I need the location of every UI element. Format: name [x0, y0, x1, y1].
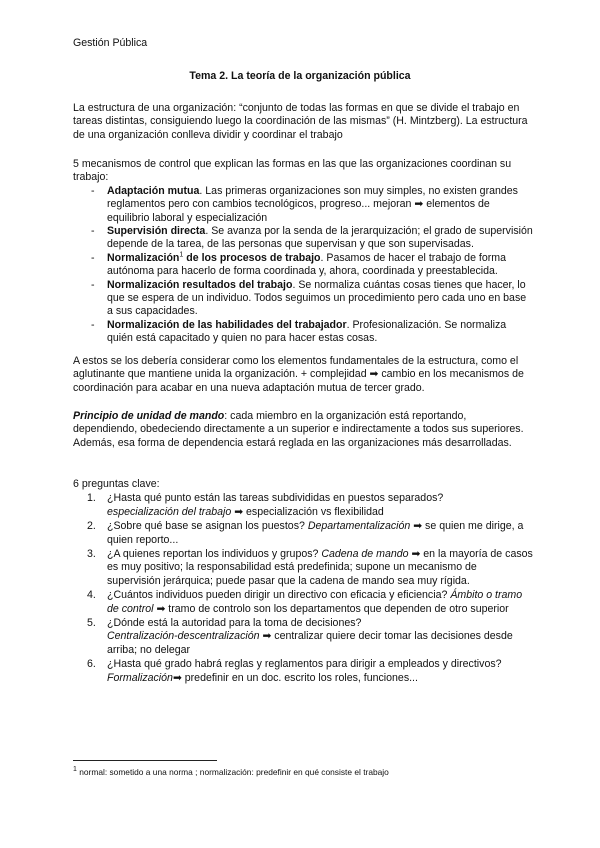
footnote-divider: [73, 760, 217, 761]
intro-paragraph: La estructura de una organización: “conjunto de todas las formas en que se divide el trabajo en tareas distintas, consiguiendo luego la coordinación de las mismas” (H. Mintzberg). La estructura de una organización conlleva dividir y coordinar el trabajo: [73, 102, 528, 141]
mechanism-text: . Se avanza por la senda de la jerarquización; el grado de supervisión depende de la tarea, de las personas que supervisan y que son supervisadas.: [107, 225, 533, 251]
mechanism-text: . Pasamos de hacer el trabajo de forma autónoma para hacerlo de forma coordinada y, ahora, coordinada y preestablecida.: [107, 251, 506, 278]
question-number: 3.: [87, 548, 96, 561]
list-item: [73, 658, 533, 685]
footnote: [73, 767, 389, 778]
mechanism-term: Normalización: [107, 251, 180, 264]
list-item: [73, 319, 533, 346]
principle-text: : cada miembro en la organización está reportando, dependiendo, obedeciendo directamente a un superior e indirectamente a todos sus superiores. Además, esa forma de dependencia estará reglada en las organizaciones más desarrolladas.: [73, 410, 524, 449]
question-number: 2.: [87, 520, 96, 533]
list-item: [73, 548, 533, 588]
questions-lead: 6 preguntas clave:: [73, 478, 160, 490]
question-text: ¿Hasta qué grado habrá reglas y reglamentos para dirigir a empleados y directivos?: [107, 658, 502, 671]
list-item: [73, 520, 533, 547]
question-number: 1.: [87, 492, 96, 505]
list-item: [73, 617, 533, 657]
question-answer: ➡ se quien me dirige, a quien reporto...: [107, 520, 524, 546]
principle-term: Principio de unidad de mando: [73, 410, 225, 422]
mechanisms-lead: 5 mecanismos de control que explican las formas en las que las organizaciones coordinan su trabajo:: [73, 158, 512, 184]
question-answer: ➡ centralizar quiere decir tomar las decisiones desde arriba; no delegar: [107, 630, 513, 656]
question-concept: Cadena de mando: [321, 548, 409, 561]
mechanism-term: Normalización resultados del trabajo: [107, 278, 293, 291]
page-title: Tema 2. La teoría de la organización pública: [189, 70, 411, 82]
question-number: 5.: [87, 617, 96, 630]
questions-section: [73, 478, 533, 685]
question-concept: Centralización-descentralización: [107, 630, 260, 643]
question-number: 4.: [87, 589, 96, 602]
question-text: ¿Sobre qué base se asignan los puestos?: [107, 520, 308, 533]
mechanism-term: Supervisión directa: [107, 225, 206, 238]
question-concept: Formalización: [107, 671, 173, 684]
questions-list: [73, 492, 533, 685]
question-answer: ➡ en la mayoría de casos es muy positivo; la responsabilidad está predefinida; supone un mecanismo de supervisión jerárquica; puede pasar que la cadena de mando sea muy rígida.: [107, 548, 533, 587]
question-concept: Departamentalización: [307, 520, 411, 533]
question-answer: ➡ predefinir en un doc. escrito los roles, funciones...: [172, 671, 418, 684]
question-text: ¿Cuántos individuos pueden dirigir un directivo con eficacia y eficiencia?: [107, 589, 451, 602]
page-header: Gestión Pública: [73, 37, 148, 49]
list-item: [73, 492, 533, 519]
mechanism-text: . Profesionalización. Se normaliza quién está capacitado y quien no para hacer estas cosas.: [107, 318, 507, 345]
question-answer: ➡ tramo de controlo son los departamentos que dependen de otro superior: [153, 602, 509, 615]
mechanisms-list: [73, 185, 533, 346]
mechanism-term: Adaptación mutua: [107, 184, 200, 197]
footnote-reference[interactable]: 1: [179, 251, 184, 259]
mechanism-term: Normalización de las habilidades del trabajador: [107, 318, 347, 331]
mechanism-term-cont: de los procesos de trabajo: [183, 251, 321, 264]
question-text: ¿Hasta qué punto están las tareas subdivididas en puestos separados?: [107, 492, 444, 505]
list-item: [73, 589, 533, 616]
list-item: [73, 185, 533, 225]
footnote-mark: 1: [73, 766, 77, 774]
question-text: ¿A quienes reportan los individuos y grupos?: [107, 548, 322, 561]
mechanism-text: . Las primeras organizaciones son muy simples, no existen grandes reglamentos pero con cambios tecnológicos, progreso... mejoran ➡ elementos de equilibrio laboral y especialización: [107, 184, 518, 224]
list-item: [73, 252, 533, 279]
structure-paragraph: A estos se los debería considerar como los elementos fundamentales de la estructura, como el aglutinante que mantiene unida la organización. + complejidad ➡ cambio en los mecanismos de coordinación para acabar en una nueva adaptación mutua de tercer grado.: [73, 355, 524, 394]
footnote-text: normal: sometido a una norma ; normalización: predefinir en qué consiste el trabajo: [76, 767, 389, 777]
principle-paragraph: [73, 410, 533, 450]
question-text: ¿Dónde está la autoridad para la toma de decisiones?: [107, 617, 362, 630]
question-number: 6.: [87, 658, 96, 671]
question-concept: Ámbito o tramo de control: [107, 589, 523, 615]
mechanism-text: . Se normaliza cuántas cosas tienes que hacer, lo que se espera de un individuo. Todos seguimos un procedimiento pero cada uno en base a sus capacidades.: [107, 278, 527, 318]
list-item: [73, 279, 533, 319]
question-concept: especialización del trabajo: [107, 505, 232, 518]
question-answer: ➡ especialización vs flexibilidad: [231, 505, 384, 518]
list-item: [73, 225, 533, 252]
mechanisms-section: [73, 158, 533, 346]
